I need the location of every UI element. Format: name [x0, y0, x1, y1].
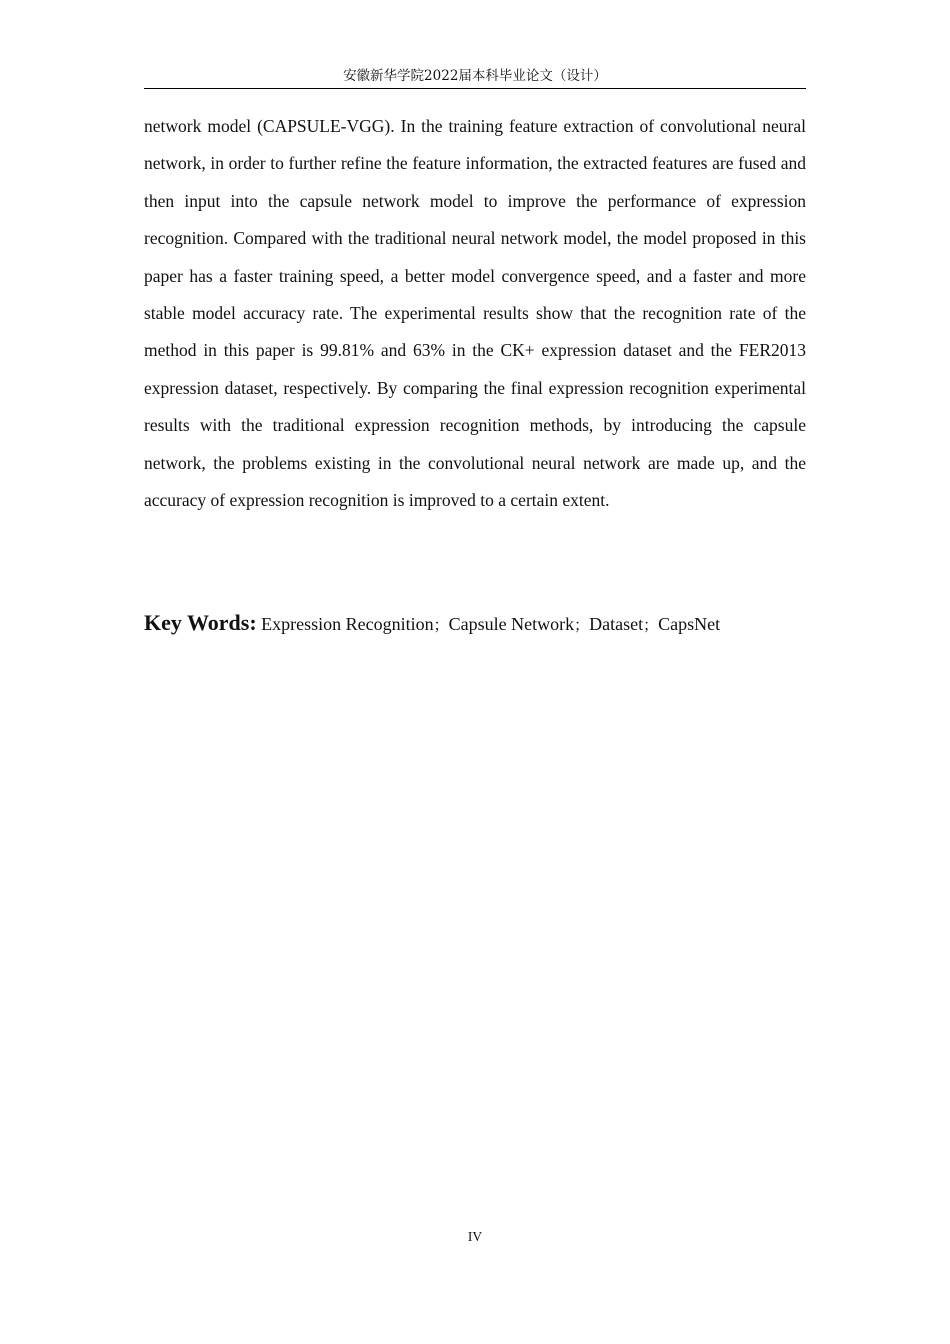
abstract-paragraph: network model (CAPSULE-VGG). In the training feature extraction of convolutional neural network, in order to further refine the feature information, the extracted features are fused and then input into the capsule network model to improve the performance of expression recognition. Compared with the traditional neural network model, the model proposed in this paper has a faster training speed, a better model convergence speed, and a faster and more stable model accuracy rate. The experimental results show that the recognition rate of the method in this paper is 99.81% and 63% in the CK+ expression dataset and the FER2013 expression dataset, respectively. By comparing the final expression recognition experimental results with the traditional expression recognition methods, by introducing the capsule network, the problems existing in the convolutional neural network are made up, and the accuracy of expression recognition is improved to a certain extent.: [144, 116, 806, 511]
page-number: IV: [467, 1229, 483, 1244]
keyword-separator: ；: [643, 616, 659, 634]
keyword-item: Expression Recognition: [261, 614, 434, 634]
keywords-line: [144, 604, 806, 644]
page-header: [144, 66, 806, 89]
keyword-item: CapsNet: [658, 614, 721, 634]
keyword-item: Dataset: [589, 614, 644, 634]
keyword-separator: ；: [574, 616, 590, 634]
keyword-separator: ；: [433, 616, 449, 634]
header-title: 安徽新华学院2022届本科毕业论文（设计）: [343, 68, 607, 84]
keywords-label: Key Words:: [144, 610, 257, 635]
keyword-item: Capsule Network: [448, 614, 575, 634]
